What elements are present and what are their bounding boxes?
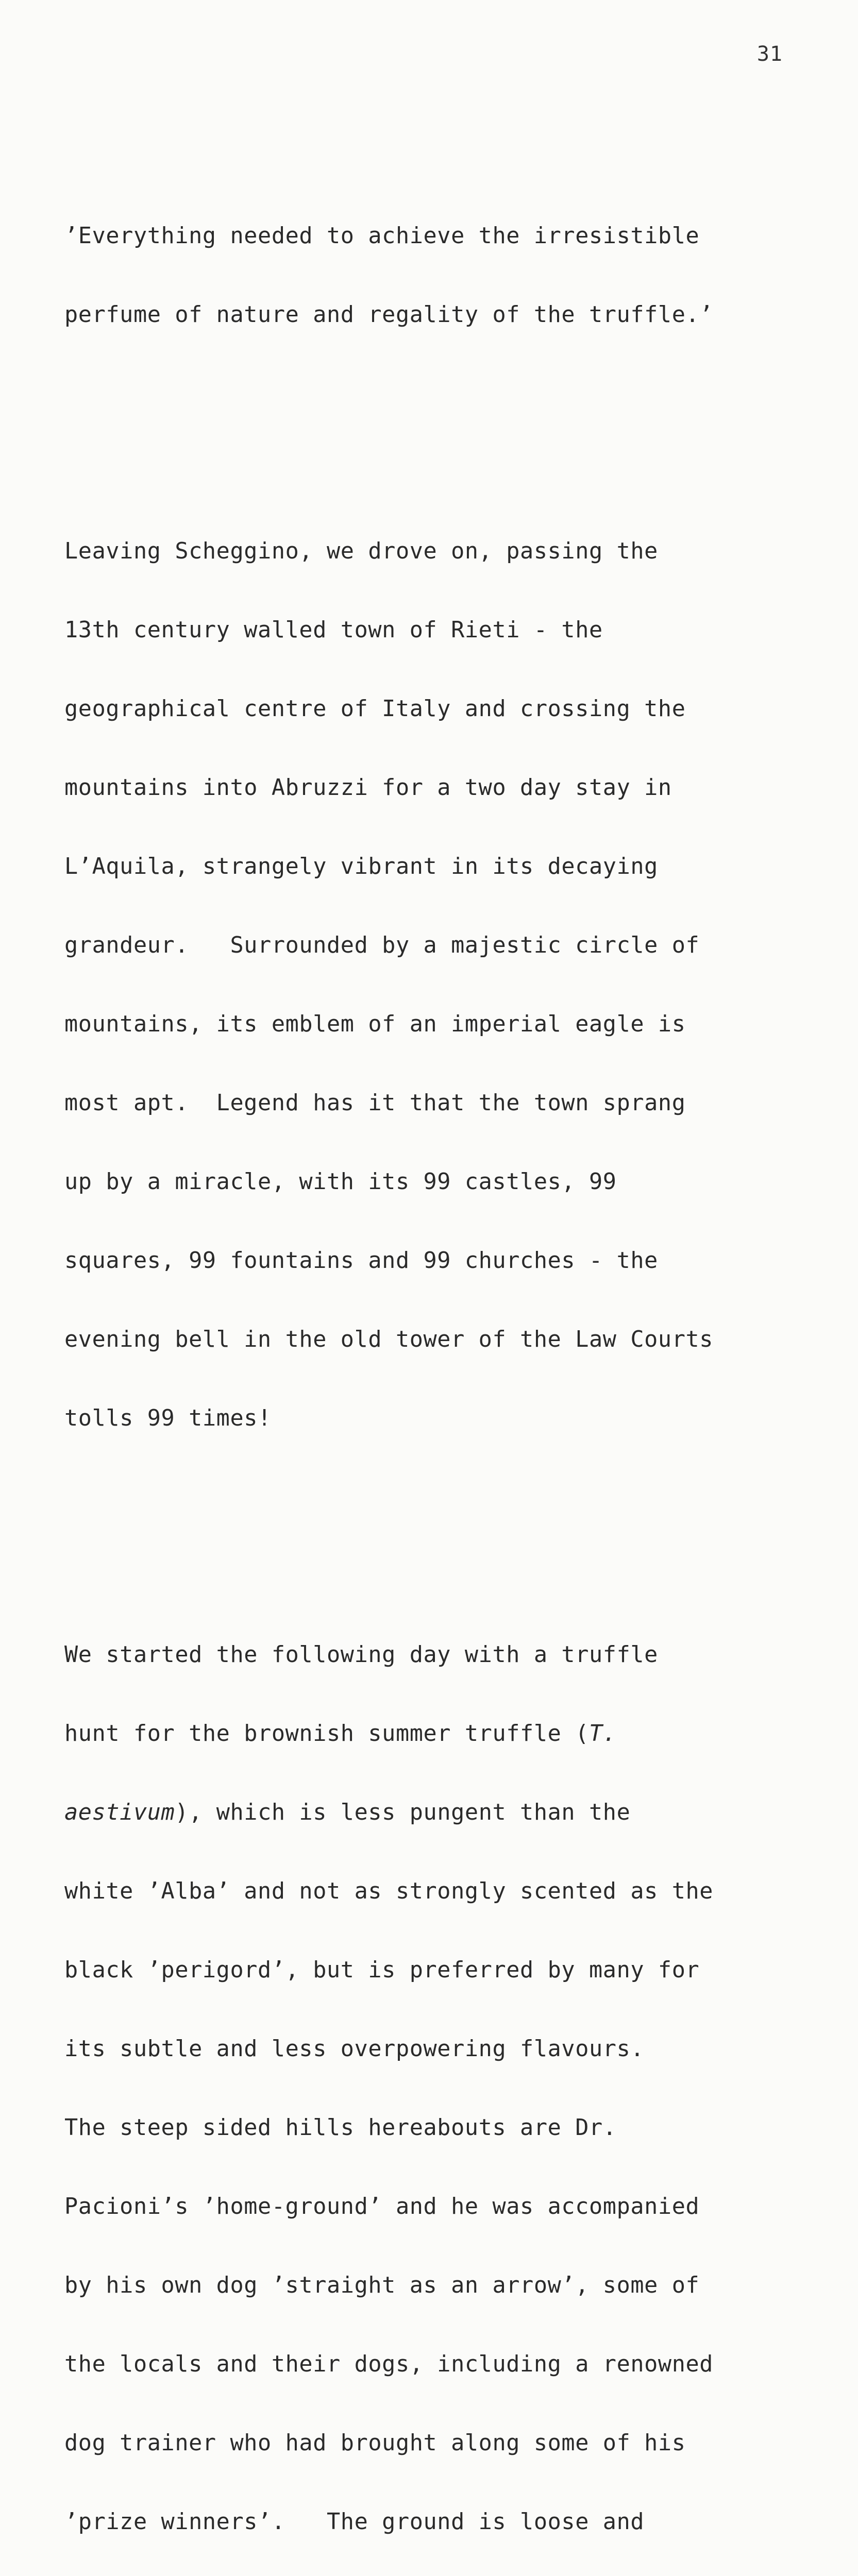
species-name-italic: aestivum	[64, 1800, 175, 1825]
text-line: Pacioni’s ’home-ground’ and he was accompanied	[64, 2194, 700, 2219]
text-line: L’Aquila, strangely vibrant in its decaying	[64, 854, 658, 879]
text-segment: ), which is less pungent than the	[175, 1800, 631, 1825]
text-line: ’Everything needed to achieve the irresistible	[64, 223, 700, 249]
text-line: perfume of nature and regality of the truffle.’	[64, 302, 714, 328]
text-line: up by a miracle, with its 99 castles, 99	[64, 1169, 617, 1195]
page-number: 31	[756, 42, 783, 66]
text-line	[64, 1721, 806, 1747]
text-line: geographical centre of Italy and crossing the	[64, 696, 686, 722]
text-line: grandeur. Surrounded by a majestic circle of	[64, 933, 700, 958]
paragraph-truffle-hunt	[64, 1589, 806, 2576]
text-line: dog trainer who had brought along some of his	[64, 2430, 686, 2456]
text-line: ’prize winners’. The ground is loose and	[64, 2509, 645, 2535]
text-line: evening bell in the old tower of the Law Courts	[64, 1327, 714, 1352]
text-line: squares, 99 fountains and 99 churches - the	[64, 1248, 658, 1274]
text-line: the locals and their dogs, including a renowned	[64, 2351, 714, 2377]
text-line: black ’perigord’, but is preferred by many for	[64, 1957, 700, 1983]
text-line: white ’Alba’ and not as strongly scented as the	[64, 1878, 714, 1904]
text-line: tolls 99 times!	[64, 1405, 272, 1431]
text-line: We started the following day with a truffle	[64, 1642, 658, 1668]
text-line: mountains, its emblem of an imperial eagle is	[64, 1011, 686, 1037]
paragraph-quote	[64, 171, 806, 381]
text-line: 13th century walled town of Rieti - the	[64, 617, 603, 643]
text-line	[64, 1800, 806, 1826]
text-line: Leaving Scheggino, we drove on, passing the	[64, 538, 658, 564]
body-text	[64, 92, 806, 2576]
text-line: most apt. Legend has it that the town sprang	[64, 1090, 686, 1116]
text-segment: hunt for the brownish summer truffle (	[64, 1721, 589, 1747]
text-line: by his own dog ’straight as an arrow’, some of	[64, 2273, 700, 2298]
paragraph-aquila	[64, 486, 806, 1484]
text-line: its subtle and less overpowering flavours.	[64, 2036, 645, 2062]
text-line: mountains into Abruzzi for a two day stay in	[64, 775, 672, 801]
text-line: The steep sided hills hereabouts are Dr.	[64, 2115, 617, 2141]
species-name-italic: T.	[589, 1721, 617, 1747]
